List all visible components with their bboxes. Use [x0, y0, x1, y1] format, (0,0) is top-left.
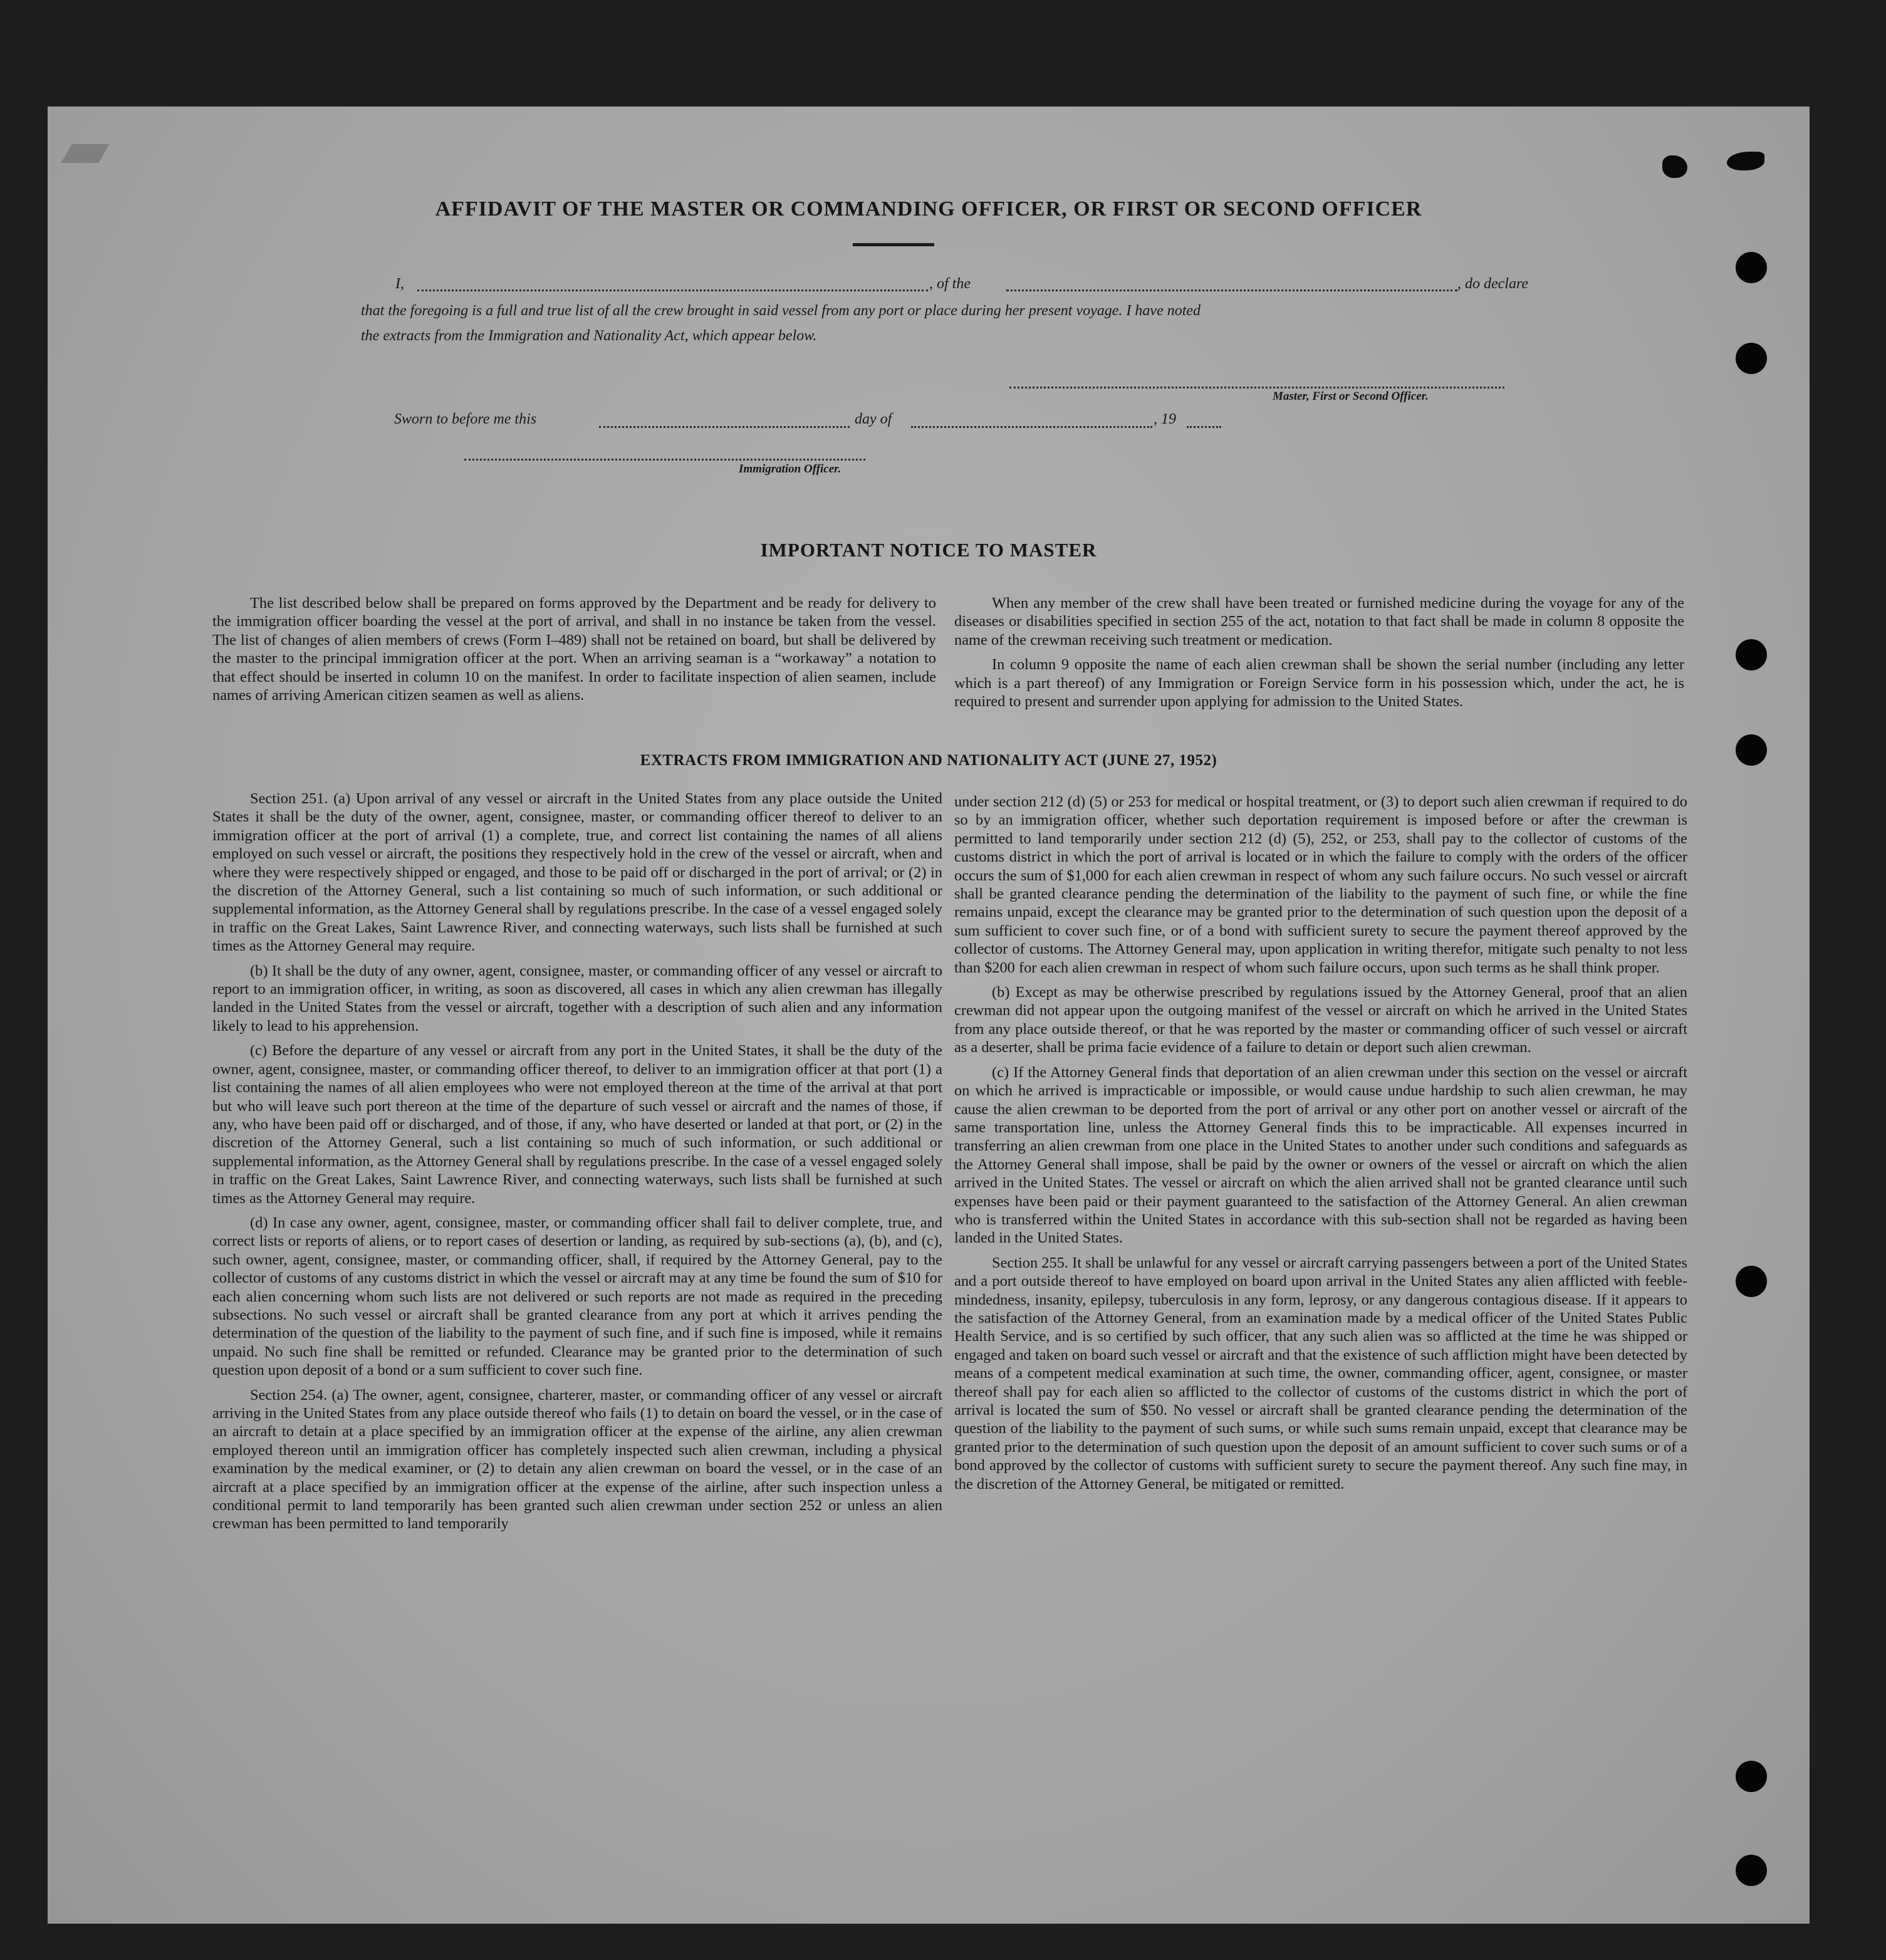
punch-hole [1736, 1266, 1767, 1297]
scan-corner-mark [61, 144, 109, 163]
extracts-title: EXTRACTS FROM IMMIGRATION AND NATIONALITY ACT (JUNE 27, 1952) [640, 752, 1217, 769]
declaration-line-1: that the foregoing is a full and true list of all the crew brought in said vessel from any port or place during her present voyage. I have noted [361, 303, 1201, 319]
punch-hole [1736, 1761, 1767, 1792]
ink-blot [1727, 152, 1764, 170]
punch-hole [1736, 639, 1767, 670]
statute-paragraph: Section 251. (a) Upon arrival of any vessel or aircraft in the United States from any place outside the United States it shall be the duty of the owner, agent, consignee, master, or commanding officer thereof to deliver to an immigration officer at the port of arrival (1) a complete, true, and correct list containing the names of all aliens employed on such vessel or aircraft, the positions they respectively hold in the crew of the vessel or aircraft, when and where they were respectively shipped or engaged, and those to be paid off or discharged in the port of arrival; or (2) in the discretion of the Attorney General, such a list containing so much of such information, or such additional or supplemental information, as the Attorney General shall by regulations prescribe. In the case of a vessel engaged solely in traffic on the Great Lakes, Saint Lawrence River, and connecting waterways, such lists shall be furnished at such times as the Attorney General may require. [212, 790, 942, 955]
ink-blot [1662, 155, 1687, 178]
punch-hole [1736, 1855, 1767, 1886]
master-signature-line [1009, 387, 1504, 388]
notice-title: IMPORTANT NOTICE TO MASTER [760, 539, 1097, 561]
name-line [417, 289, 928, 291]
title-underline [853, 243, 934, 246]
notice-paragraph: In column 9 opposite the name of each alien crewman shall be shown the serial number (including any letter which is a part thereof) of any Immigration or Foreign Service form in his possession which, under the act, he is required to present and surrender upon applying for admission to the United States. [954, 656, 1684, 711]
i-label: I, [395, 276, 404, 292]
statute-paragraph: Section 255. It shall be unlawful for any vessel or aircraft carrying passengers between a port of the United States and a port outside thereof to have employed on board upon arrival in the United States any alien afflicted with feeble-mindedness, insanity, epilepsy, tuberculosis in any form, leprosy, or any dangerous contagious disease. If it appears to the satisfaction of the Attorney General, from an examination made by a medical officer of the United States Public Health Service, and is so certified by such officer, that any such alien was so afflicted at the time he was shipped or engaged and taken on board such vessel or aircraft and that the existence of such affliction might have been detected by means of a competent medical examination at such time, the owner, commanding officer, agent, consignee, or master thereof shall pay for each alien so afflicted to the collector of customs of the customs district in which the port of arrival is located the sum of $50. No vessel or aircraft shall be granted clearance pending the determination of the question of the liability to the payment of such sums, or while such sums remain unpaid, except that clearance may be granted prior to the determination of such question upon the deposit of an amount sufficient to cover such sums or of a bond approved by the collector of customs with sufficient surety to secure the payment thereof. Any such fine may, in the discretion of the Attorney General, be mitigated or remitted. [954, 1254, 1687, 1493]
punch-hole [1736, 252, 1767, 283]
notice-paragraph: When any member of the crew shall have been treated or furnished medicine during the voyage for any of the diseases or disabilities specified in section 255 of the act, notation to that fact shall be made in column 8 opposite the name of the crewman receiving such treatment or medication. [954, 595, 1684, 649]
master-signature-label: Master, First or Second Officer. [1273, 390, 1429, 403]
sworn-month-line [911, 426, 1152, 428]
sworn-label: Sworn to before me this [394, 411, 537, 427]
notice-left-column [212, 594, 936, 711]
notice-paragraph: The list described below shall be prepared on forms approved by the Department and be ready for delivery to the immigration officer boarding the vessel at the port of arrival, and shall in no instance be taken from the vessel. The list of changes of alien members of crews (Form I–489) shall not be retained on board, but shall be delivered by the master to the principal immigration officer at the port. When an arriving seaman is a “workaway” a notation to that effect should be inserted in column 10 on the manifest. In order to facilitate inspection of alien seamen, include names of arriving American citizen seamen as well as aliens. [212, 595, 936, 704]
of-the-label: , of the [929, 276, 971, 292]
do-declare-label: , do declare [1457, 276, 1529, 292]
officer-signature-label: Immigration Officer. [739, 462, 841, 476]
extracts-right-column [954, 793, 1687, 1499]
extracts-left-column [212, 790, 942, 1540]
sworn-day-line [599, 426, 850, 428]
statute-paragraph: under section 212 (d) (5) or 253 for medical or hospital treatment, or (3) to deport such alien crewman if required to do so by an immigration officer, whether such deportation requirement is imposed before or after the crewman is permitted to land temporarily under section 212 (d) (5), 252, or 253, shall pay to the collector of customs of the customs district in which the port of arrival is located or in which the failure to comply with the orders of the officer occurs the sum of $1,000 for each alien crewman in respect of whom any such failure occurs. No such vessel or aircraft shall be granted clearance pending the determination of the liability to the payment of such fine, or while the fine remains unpaid, except the clearance may be granted prior to the determination of such question upon the deposit of a sum sufficient to cover such fine, or of a bond with sufficient surety to secure the payment thereof approved by the collector of customs. The Attorney General may, upon application in writing therefor, mitigate such penalty to not less than $200 for each alien crewman in respect of whom such failure occurs, upon such terms as he shall think proper. [954, 793, 1687, 976]
declaration-line-2: the extracts from the Immigration and Nationality Act, which appear below. [361, 328, 817, 344]
document-page [48, 107, 1810, 1924]
statute-paragraph: (c) Before the departure of any vessel or aircraft from any port in the United States, it shall be the duty of the owner, agent, consignee, master, or commanding officer thereof, to deliver to an immigration officer at that port (1) a list containing the names of all alien employees who were not employed thereon at the time of the arrival at that port but who will leave such port thereon at the time of the departure of such vessel or aircraft and the names of those, if any, who have been paid off or discharged, and of those, if any, who have deserted or landed at that port, or (2) in the discretion of the Attorney General, such a list containing so much of such information, or such additional or supplemental information, as the Attorney General shall by regulations prescribe. In the case of a vessel engaged solely in traffic on the Great Lakes, Saint Lawrence River, and connecting waterways, such lists shall be furnished at such times as the Attorney General may require. [212, 1042, 942, 1207]
officer-signature-line [464, 459, 865, 461]
punch-hole [1736, 343, 1767, 374]
sworn-year-line [1187, 426, 1221, 428]
vessel-line [1006, 289, 1457, 291]
affidavit-title: AFFIDAVIT OF THE MASTER OR COMMANDING OFFICER, OR FIRST OR SECOND OFFICER [435, 197, 1422, 221]
statute-paragraph: (c) If the Attorney General finds that deportation of an alien crewman under this section on the vessel or aircraft on which he arrived is impracticable or impossible, or would cause undue hardship to such alien crewman, he may cause the alien crewman to be deported from the port of arrival or any other port on another vessel or aircraft of the same transportation line, unless the Attorney General finds this to be impracticable. All expenses incurred in transferring an alien crewman from one place in the United States to another under such conditions and safeguards as the Attorney General shall impose, shall be paid by the owner or owners of the vessel or aircraft on which the alien arrived in the United States. The vessel or aircraft on which the alien arrived shall not be granted clearance until such expenses have been paid or their payment guaranteed to the satisfaction of the Attorney General. An alien crewman who is transferred within the United States in accordance with this sub-section shall not be regarded as having been landed in the United States. [954, 1063, 1687, 1247]
day-of-label: day of [855, 411, 892, 427]
notice-right-column [954, 594, 1684, 717]
statute-paragraph: (b) Except as may be otherwise prescribed by regulations issued by the Attorney General, proof that an alien crewman did not appear upon the outgoing manifest of the vessel or aircraft on which he arrived in the United States from any place outside thereof, or that he was reported by the master or commanding officer of such vessel or aircraft as a deserter, shall be prima facie evidence of a failure to detain or deport such alien crewman. [954, 984, 1687, 1056]
year-label: , 19 [1154, 411, 1176, 427]
statute-paragraph: (d) In case any owner, agent, consignee, master, or commanding officer shall fail to deliver complete, true, and correct lists or reports of aliens, or to report cases of desertion or landing, as required by sub-sections (a), (b), and (c), such owner, agent, consignee, master, or commanding officer, shall, if required by the Attorney General, pay to the collector of customs of any customs district in which the vessel or aircraft may at any time be found the sum of $10 for each alien concerning whom such lists are not delivered or such reports are not made as required in the preceding subsections. No such vessel or aircraft shall be granted clearance from any port at which it arrives pending the determination of the question of the liability to the payment of such fine, and if such fine is imposed, while it remains unpaid. No such fine shall be remitted or refunded. Clearance may be granted prior to the determination of such question upon deposit of a bond or a sum sufficient to cover such fine. [212, 1214, 942, 1379]
statute-paragraph: Section 254. (a) The owner, agent, consignee, charterer, master, or commanding officer of any vessel or aircraft arriving in the United States from any place outside thereof who fails (1) to detain on board the vessel, or in the case of an aircraft to detain at a place specified by an immigration officer at the expense of the airline, any alien crewman employed thereon until an immigration officer has completely inspected such alien crewman, including a physical examination by the medical examiner, or (2) to detain any alien crewman on board the vessel, or in the case of an aircraft at a place specified by an immigration officer at the expense of the airline, after such inspection unless a conditional permit to land temporarily has been granted such alien crewman under section 252 or unless an alien crewman has been permitted to land temporarily [212, 1386, 942, 1533]
statute-paragraph: (b) It shall be the duty of any owner, agent, consignee, master, or commanding officer of any vessel or aircraft to report to an immigration officer, in writing, as soon as discovered, all cases in which any alien crewman has illegally landed in the United States from the vessel or aircraft, together with a description of such alien and any information likely to lead to his apprehension. [212, 962, 942, 1035]
